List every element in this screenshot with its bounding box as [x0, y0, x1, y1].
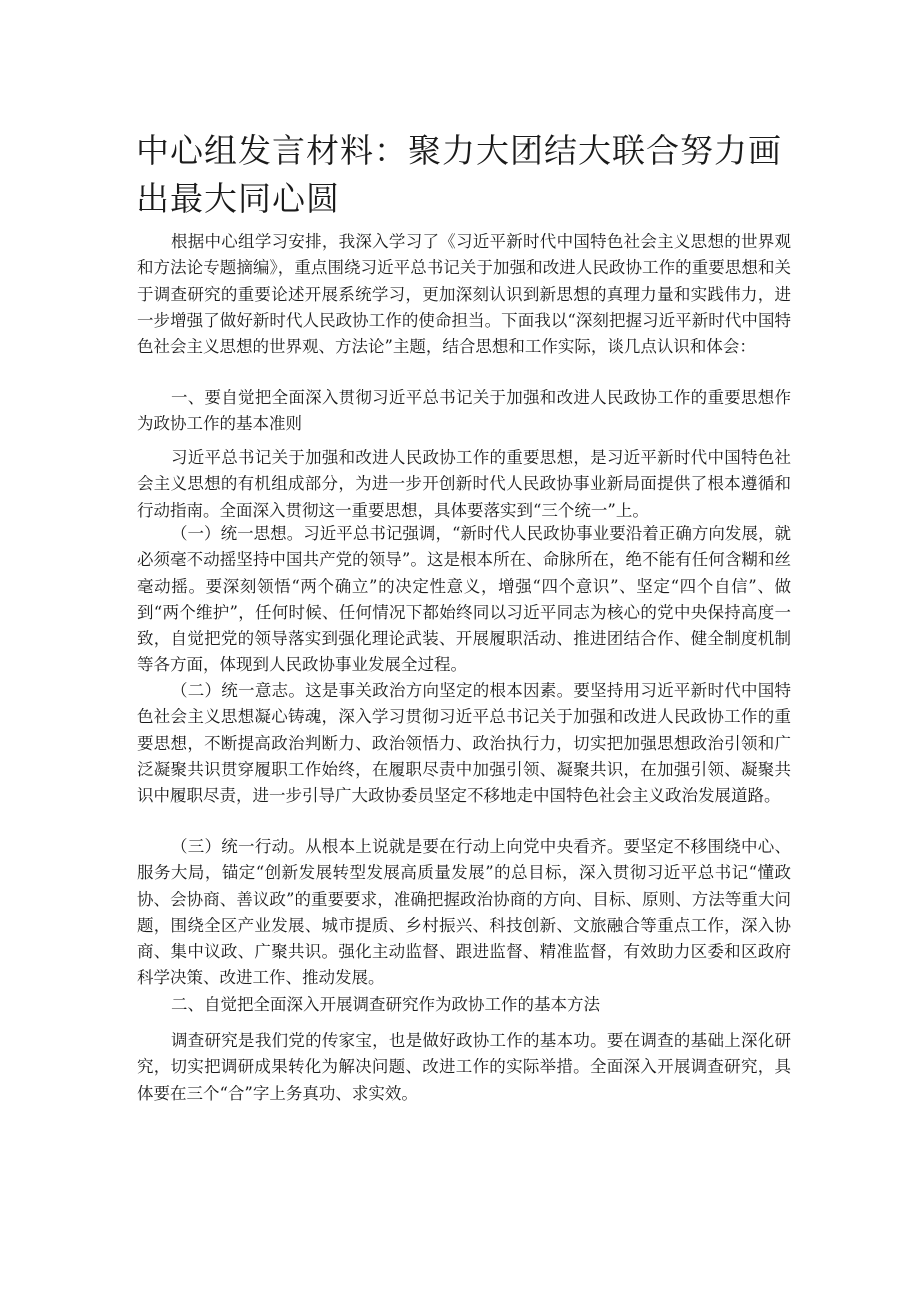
section-heading-2: 二、自觉把全面深入开展调查研究作为政协工作的基本方法: [171, 995, 600, 1014]
section-heading-1: 一、要自觉把全面深入贯彻习近平总书记关于加强和改进人民政协工作的重要思想作为政协工作的基本准则: [137, 388, 791, 434]
document-title: 中心组发言材料：聚力大团结大联合努力画出最大同心圆: [136, 131, 782, 218]
subsection-unify-thought: （一）统一思想。习近平总书记强调，“新时代人民政协事业要沿着正确方向发展，就必须毫不动摇坚持中国共产党的领导”。这是根本所在、命脉所在，绝不能有任何含糊和丝毫动摇。要深刻领悟“两个确立”的决定性意义，增强“四个意识”、坚定“四个自信”、做到“两个维护”，任何时候、任何情况下都始终同以习近平同志为核心的党中央保持高度一致，自觉把党的领导落实到强化理论武装、开展履职活动、推进团结合作、健全制度机制等各方面，体现到人民政协事业发展全过程。: [137, 524, 791, 675]
section-1-body: 习近平总书记关于加强和改进人民政协工作的重要思想，是习近平新时代中国特色社会主义思想的有机组成部分，为进一步开创新时代人民政协事业新局面提供了根本遵循和行动指南。全面深入贯彻这一重要思想，具体要落实到“三个统一”上。: [137, 448, 791, 520]
section-2-body: 调查研究是我们党的传家宝，也是做好政协工作的基本功。要在调查的基础上深化研究，切实把调研成果转化为解决问题、改进工作的实际举措。全面深入开展调查研究，具体要在三个“合”字上务真功、求实效。: [137, 1031, 791, 1103]
subsection-unify-will: （二）统一意志。这是事关政治方向坚定的根本因素。要坚持用习近平新时代中国特色社会主义思想凝心铸魂，深入学习贯彻习近平总书记关于加强和改进人民政协工作的重要思想，不断提高政治判断力、政治领悟力、政治执行力，切实把加强思想政治引领和广泛凝聚共识贯穿履职工作始终，在履职尽责中加强引领、凝聚共识，在加强引领、凝聚共识中履职尽责，进一步引导广大政协委员坚定不移地走中国特色社会主义政治发展道路。: [137, 681, 791, 806]
intro-paragraph: 根据中心组学习安排，我深入学习了《习近平新时代中国特色社会主义思想的世界观和方法论专题摘编》，重点围绕习近平总书记关于加强和改进人民政协工作的重要思想和关于调查研究的重要论述开展系统学习，更加深刻认识到新思想的真理力量和实践伟力，进一步增强了做好新时代人民政协工作的使命担当。下面我以“深刻把握习近平新时代中国特色社会主义思想的世界观、方法论”主题，结合思想和工作实际，谈几点认识和体会：: [137, 232, 791, 357]
subsection-unify-action: （三）统一行动。从根本上说就是要在行动上向党中央看齐。要坚定不移围绕中心、服务大局，锚定“创新发展转型发展高质量发展”的总目标，深入贯彻习近平总书记“懂政协、会协商、善议政”的重要要求，准确把握政治协商的方向、目标、原则、方法等重大问题，围绕全区产业发展、城市提质、乡村振兴、科技创新、文旅融合等重点工作，深入协商、集中议政、广聚共识。强化主动监督、跟进监督、精准监督，有效助力区委和区政府科学决策、改进工作、推动发展。: [137, 837, 791, 988]
